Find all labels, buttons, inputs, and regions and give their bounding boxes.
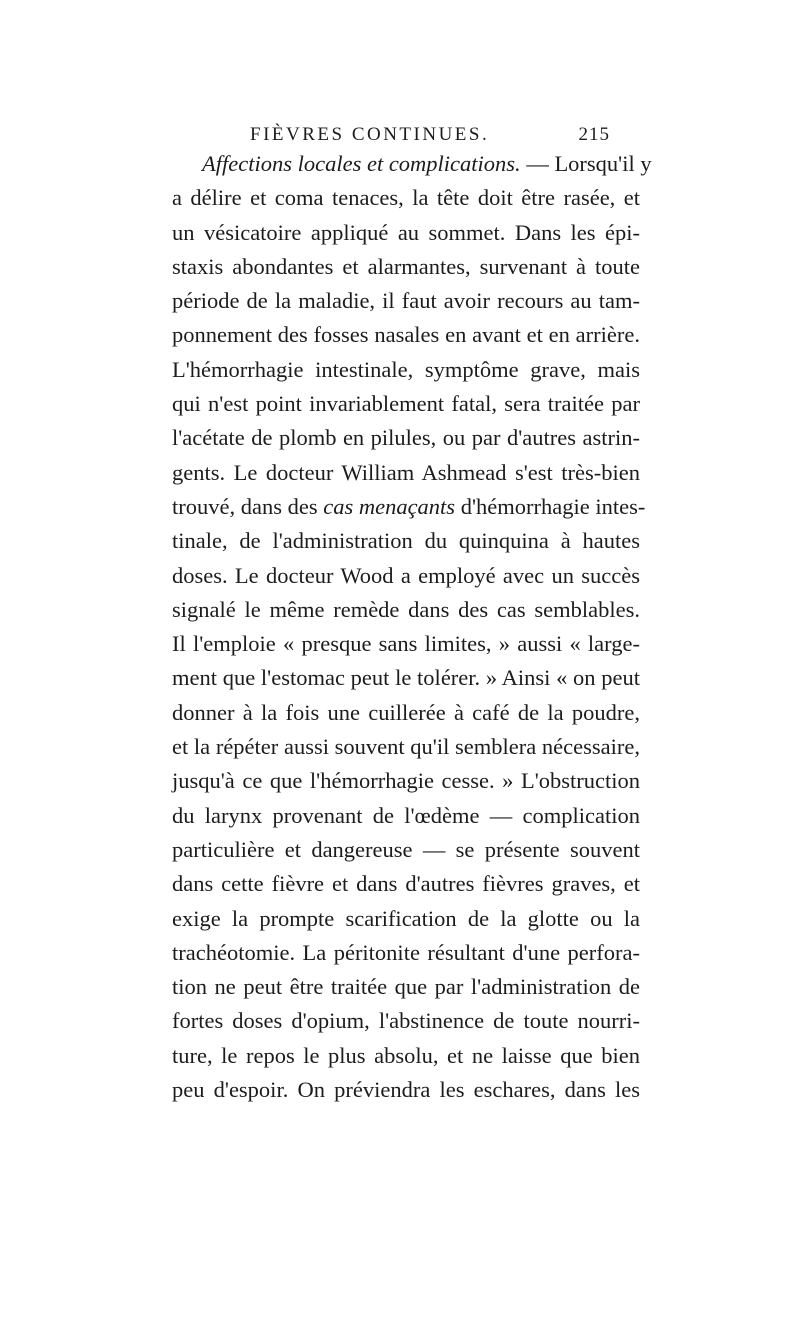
- text-line: ment que l'estomac peut le tolérer. » Ainsi « on peut: [172, 665, 640, 691]
- text-line: staxis abondantes et alarmantes, survenant à toute: [172, 253, 640, 279]
- text-line: particulière et dangereuse — se présente souvent: [172, 836, 640, 862]
- text-line: trachéotomie. La péritonite résultant d'une perfora-: [172, 939, 640, 965]
- text-line: trouvé, dans des cas menaçants d'hémorrhagie intes-: [172, 493, 646, 519]
- text-line: et la répéter aussi souvent qu'il semblera nécessaire,: [172, 734, 640, 760]
- text-line: tinale, de l'administration du quinquina à hautes: [172, 528, 640, 554]
- text-line: gents. Le docteur William Ashmead s'est très-bien: [172, 459, 640, 485]
- text-line: jusqu'à ce que l'hémorrhagie cesse. » L'obstruction: [172, 768, 640, 794]
- text-line: donner à la fois une cuillerée à café de la poudre,: [172, 699, 640, 725]
- text-line: dans cette fièvre et dans d'autres fièvres graves, et: [172, 871, 640, 897]
- text-line: Affections locales et complications. — Lorsqu'il y: [202, 151, 652, 176]
- text-line: ture, le repos le plus absolu, et ne laisse que bien: [172, 1042, 640, 1068]
- text-line: qui n'est point invariablement fatal, sera traitée par: [172, 391, 640, 417]
- page-number: 215: [578, 124, 610, 145]
- body-text: [172, 147, 652, 1107]
- text-line: l'acétate de plomb en pilules, ou par d'autres astrin-: [172, 425, 640, 451]
- text-line: un vésicatoire appliqué au sommet. Dans les épi-: [172, 219, 640, 245]
- text-line: période de la maladie, il faut avoir recours au tam-: [172, 288, 640, 314]
- text-line: fortes doses d'opium, l'abstinence de toute nourri-: [172, 1008, 640, 1034]
- text-line: exige la prompte scarification de la glotte ou la: [172, 905, 640, 931]
- text-line: doses. Le docteur Wood a employé avec un succès: [172, 562, 640, 588]
- text-line: L'hémorrhagie intestinale, symptôme grave, mais: [172, 356, 640, 382]
- text-line: a délire et coma tenaces, la tête doit être rasée, et: [172, 185, 640, 211]
- text-line: signalé le même remède dans des cas semblables.: [172, 596, 640, 622]
- section-heading: Affections locales et complications.: [202, 151, 521, 176]
- emphasized-phrase: cas menaçants: [323, 493, 456, 519]
- text-line: Il l'emploie « presque sans limites, » aussi « large-: [172, 631, 640, 657]
- running-head-title: FIÈVRES CONTINUES.: [250, 124, 490, 145]
- text-line: du larynx provenant de l'œdème — complication: [172, 802, 640, 828]
- text-line: ponnement des fosses nasales en avant et en arrière.: [172, 322, 640, 348]
- text-line: peu d'espoir. On préviendra les eschares, dans les: [172, 1077, 640, 1103]
- text-line: tion ne peut être traitée que par l'administration de: [172, 974, 640, 1000]
